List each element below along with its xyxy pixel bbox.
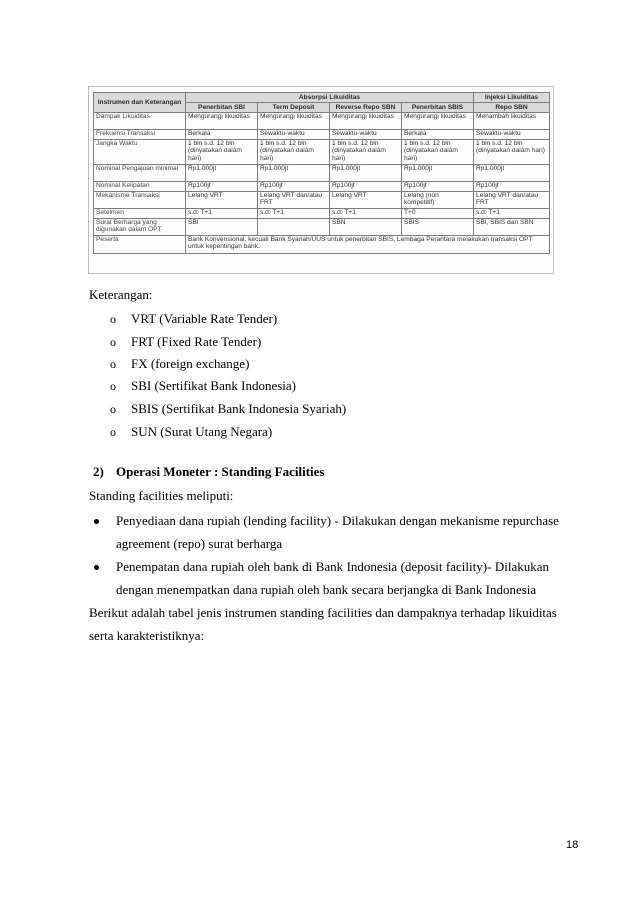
peserta-cell: Bank Konvensional, kecuali Bank Syariah/UUS untuk penerbitan SBIS, Lembaga Perantara melakukan transaksi OPT untuk kepentingan bank. [186, 236, 550, 254]
subheader: Penerbitan SBIS [402, 103, 474, 113]
table-cell: Berkala [186, 130, 258, 140]
row-label: Frekuensi Transaksi [94, 130, 186, 140]
table-cell: Rp100jt [186, 182, 258, 192]
row-label: Peserta [94, 236, 186, 254]
table-row [94, 140, 550, 165]
subheader: Penerbitan SBI [186, 103, 258, 113]
table-cell: s.d. T+1 [258, 209, 330, 219]
table-row [94, 165, 550, 182]
table-cell: Sewaktu-waktu [474, 130, 550, 140]
instrument-table-image [88, 86, 554, 274]
row-label: Surat Berharga yang digunakan dalam OPT [94, 219, 186, 236]
table-cell: Lelang VRT dan/atau FRT [258, 192, 330, 209]
instrument-table [93, 92, 550, 254]
table-cell: 1 bln s.d. 12 bln (dinyatakan dalam hari) [258, 140, 330, 165]
table-cell: SBIS [402, 219, 474, 236]
table-cell [258, 219, 330, 236]
header-injeksi: Injeksi Likuiditas [474, 93, 550, 103]
subheader: Reverse Repo SBN [330, 103, 402, 113]
closing-paragraph-line: serta karakteristiknya: [89, 628, 205, 643]
table-cell: Sewaktu-waktu [258, 130, 330, 140]
table-cell: Mengurangi likuiditas [186, 113, 258, 130]
row-label: Mekanisme Transaksi [94, 192, 186, 209]
bullet-line: agreement (repo) surat berharga [116, 536, 283, 551]
table-cell: Mengurangi likuiditas [330, 113, 402, 130]
table-cell: Lelang VRT [330, 192, 402, 209]
list-item: FRT (Fixed Rate Tender) [131, 334, 262, 349]
bullet-line: dengan menempatkan dana rupiah oleh bank secara berjangka di Bank Indonesia [116, 582, 537, 597]
table-cell: SBN [330, 219, 402, 236]
list-item: SBIS (Sertifikat Bank Indonesia Syariah) [131, 401, 347, 416]
list-bullet: o [110, 402, 116, 416]
row-label: Setelmen [94, 209, 186, 219]
table-cell: Lelang VRT [186, 192, 258, 209]
table-cell: Mengurangi likuiditas [258, 113, 330, 130]
table-cell: s.d. T+1 [474, 209, 550, 219]
table-cell: Rp100jt [402, 182, 474, 192]
header-absorpsi: Absorpsi Likuiditas [186, 93, 474, 103]
table-cell: SBI [186, 219, 258, 236]
keterangan-heading: Keterangan: [89, 287, 153, 302]
table-cell: Lelang (non kompetitif) [402, 192, 474, 209]
table-row [94, 182, 550, 192]
table-row [94, 192, 550, 209]
table-cell: Rp1.000jt [474, 165, 550, 182]
table-cell: Berkala [402, 130, 474, 140]
bullet-line: Penyediaan dana rupiah (lending facility) - Dilakukan dengan mekanisme repurchase [116, 513, 559, 528]
table-cell: SBI, SBIS dan SBN [474, 219, 550, 236]
list-bullet: o [110, 357, 116, 371]
table-cell: T+0 [402, 209, 474, 219]
table-cell: Rp1.000jt [402, 165, 474, 182]
table-cell: 1 bln s.d. 12 bln (dinyatakan dalam hari) [474, 140, 550, 165]
table-row [94, 236, 550, 254]
page-number: 18 [566, 839, 579, 851]
table-cell: Rp1.000jt [186, 165, 258, 182]
table-cell: 1 bln s.d. 12 bln (dinyatakan dalam hari) [186, 140, 258, 165]
bullet-dot [94, 519, 99, 524]
header-instrumen: Instrumen dan Keterangan [94, 93, 186, 113]
section-number: 2) [93, 464, 104, 479]
bullet-dot [94, 565, 99, 570]
bullet-line: Penempatan dana rupiah oleh bank di Bank Indonesia (deposit facility)- Dilakukan [116, 559, 549, 574]
list-bullet: o [110, 379, 116, 393]
table-cell: Mengurangi likuiditas [402, 113, 474, 130]
list-item: SUN (Surat Utang Negara) [131, 424, 273, 439]
list-bullet: o [110, 335, 116, 349]
list-item: SBI (Sertifikat Bank Indonesia) [131, 378, 296, 393]
table-row [94, 130, 550, 140]
row-label: Jangka Waktu [94, 140, 186, 165]
table-cell: Rp100jt [330, 182, 402, 192]
table-row [94, 209, 550, 219]
table-cell: Rp100jt [474, 182, 550, 192]
table-cell: Sewaktu-waktu [330, 130, 402, 140]
row-label: Nominal Kelipatan [94, 182, 186, 192]
row-label: Dampak Likuiditas [94, 113, 186, 130]
table-cell: Rp1.000jt [258, 165, 330, 182]
table-row [94, 113, 550, 130]
table-cell: Menambah likuiditas [474, 113, 550, 130]
table-cell: Rp1.000jt [330, 165, 402, 182]
table-cell: 1 bln s.d. 12 bln (dinyatakan dalam hari) [330, 140, 402, 165]
table-cell: Lelang VRT dan/atau FRT [474, 192, 550, 209]
list-item: VRT (Variable Rate Tender) [131, 311, 278, 326]
subheader: Repo SBN [474, 103, 550, 113]
list-item: FX (foreign exchange) [131, 356, 250, 371]
table-cell: s.d. T+1 [186, 209, 258, 219]
table-cell: 1 bln s.d. 12 bln (dinyatakan dalam hari) [402, 140, 474, 165]
table-row [94, 219, 550, 236]
subheader: Term Deposit [258, 103, 330, 113]
table-cell: s.d. T+1 [330, 209, 402, 219]
row-label: Nominal Pengajuan minimal [94, 165, 186, 182]
section-title: Operasi Moneter : Standing Facilities [116, 464, 325, 479]
list-bullet: o [110, 425, 116, 439]
closing-paragraph-line: Berikut adalah tabel jenis instrumen standing facilities dan dampaknya terhadap likuiditas [89, 605, 557, 620]
section-intro: Standing facilities meliputi: [89, 488, 234, 503]
table-cell: Rp100jt [258, 182, 330, 192]
list-bullet: o [110, 312, 116, 326]
